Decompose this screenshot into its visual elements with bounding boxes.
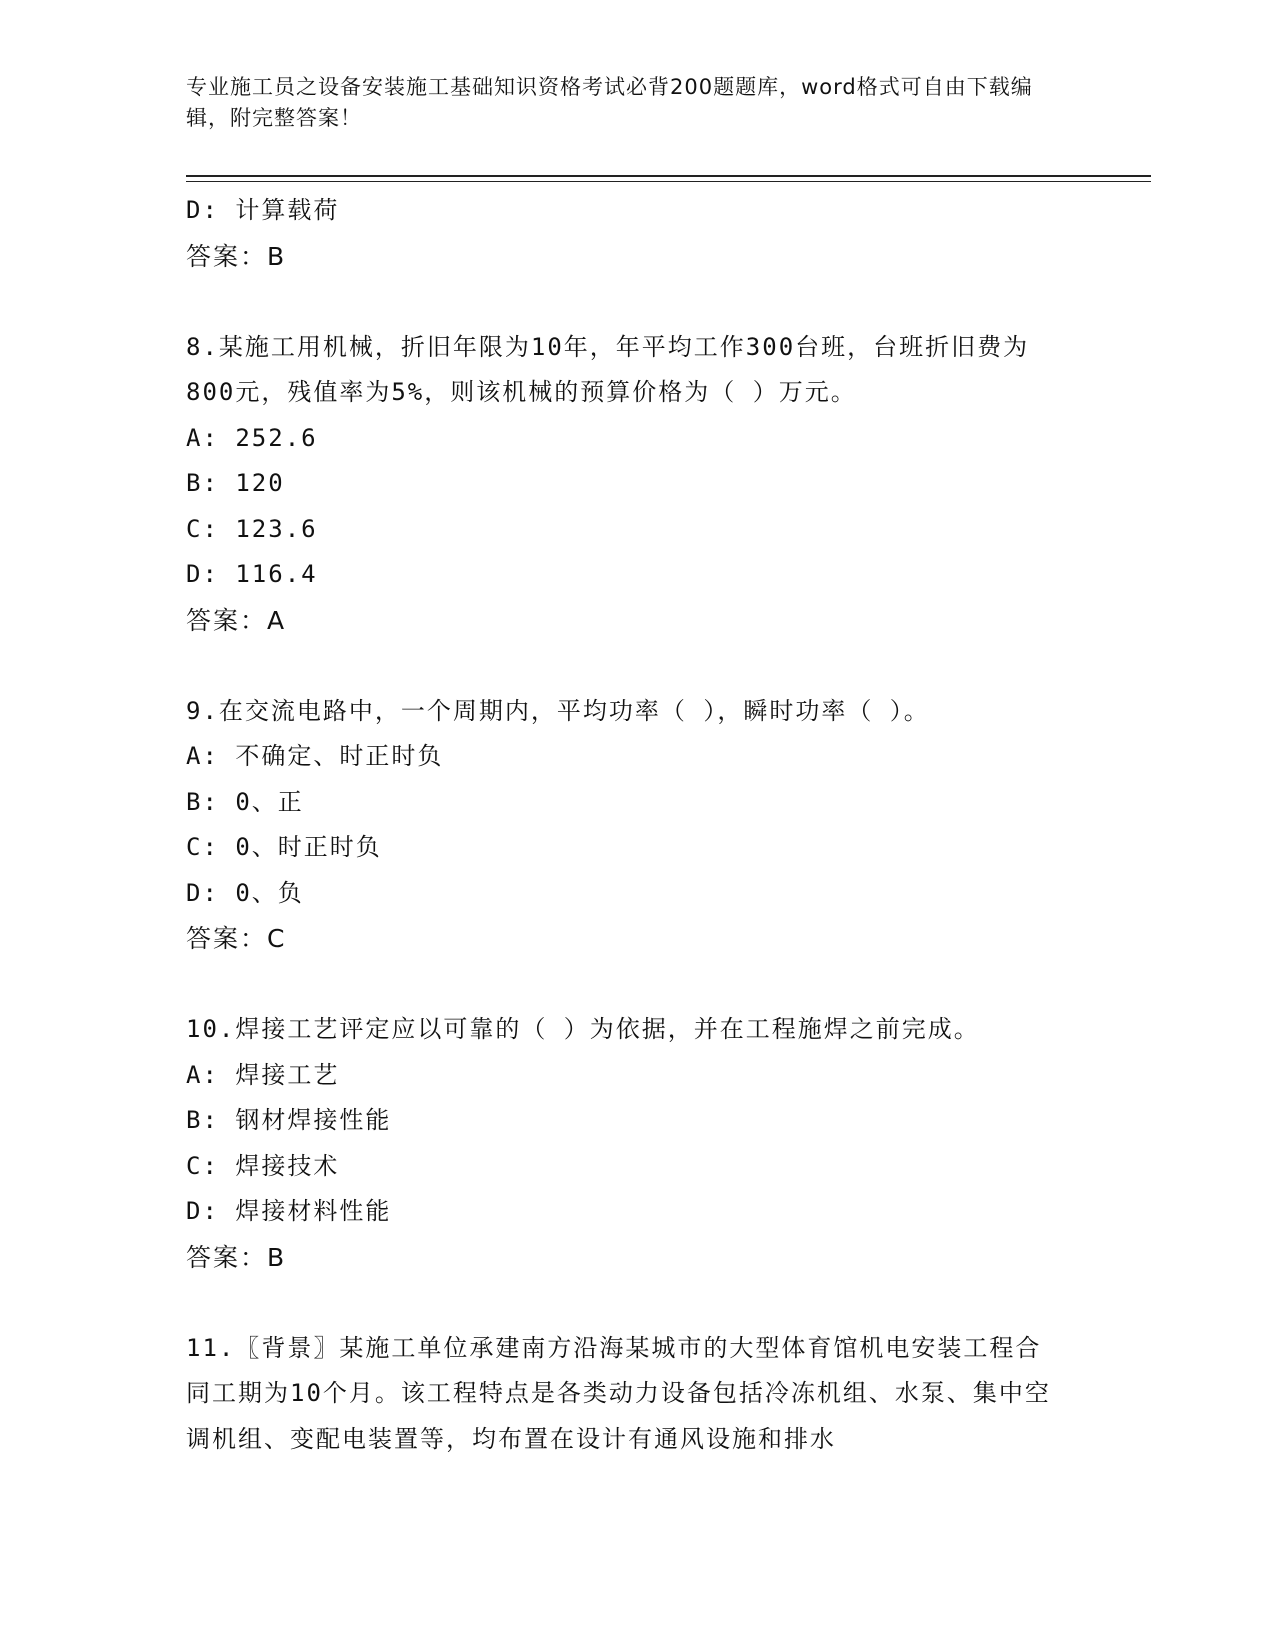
question-stem: 11.〖背景〗某施工单位承建南方沿海某城市的大型体育馆机电安装工程合同工期为10个月。该工程特点是各类动力设备包括冷冻机组、水泵、集中空调机组、变配电装置等，均布置在设计有通风设施和排水 xyxy=(186,1333,1051,1453)
header-divider-thin xyxy=(186,181,1151,182)
option-line: B: 钢材焊接性能 xyxy=(186,1106,392,1134)
answer-line: 答案：B xyxy=(186,1242,287,1272)
block-spacer xyxy=(186,962,1066,1008)
answer-line: 答案：C xyxy=(186,924,287,953)
option-line: D: 0、负 xyxy=(186,878,304,907)
option-line: D: 焊接材料性能 xyxy=(186,1197,392,1225)
answer-line: 答案：B xyxy=(186,241,287,271)
option-line: D: 116.4 xyxy=(186,560,318,588)
block-spacer xyxy=(186,279,1066,325)
header-divider-thick xyxy=(186,175,1151,177)
answer-line: 答案：A xyxy=(186,605,287,635)
question-stem: 9.在交流电路中，一个周期内，平均功率（ ），瞬时功率（ ）。 xyxy=(186,696,930,725)
option-line: A: 焊接工艺 xyxy=(186,1060,340,1089)
question-stem: 10.焊接工艺评定应以可靠的（ ）为依据，并在工程施焊之前完成。 xyxy=(186,1015,980,1043)
option-line: D: 计算载荷 xyxy=(186,196,340,224)
block-spacer xyxy=(186,1280,1066,1326)
option-line: B: 120 xyxy=(186,469,285,497)
block-spacer xyxy=(186,643,1066,689)
question-stem: 8.某施工用机械，折旧年限为10年，年平均工作300台班，台班折旧费为800元，残值率为5%，则该机械的预算价格为（ ）万元。 xyxy=(186,332,1030,406)
option-line: C: 0、时正时负 xyxy=(186,833,382,861)
option-line: C: 123.6 xyxy=(186,514,318,543)
page-header-title: 专业施工员之设备安装施工基础知识资格考试必背200题题库，word格式可自由下载编辑，附完整答案！ xyxy=(186,75,1033,130)
option-line: A: 252.6 xyxy=(186,423,318,452)
option-line: A: 不确定、时正时负 xyxy=(186,742,444,770)
option-line: B: 0、正 xyxy=(186,787,304,816)
question-list xyxy=(186,188,1066,1462)
option-line: C: 焊接技术 xyxy=(186,1151,340,1180)
